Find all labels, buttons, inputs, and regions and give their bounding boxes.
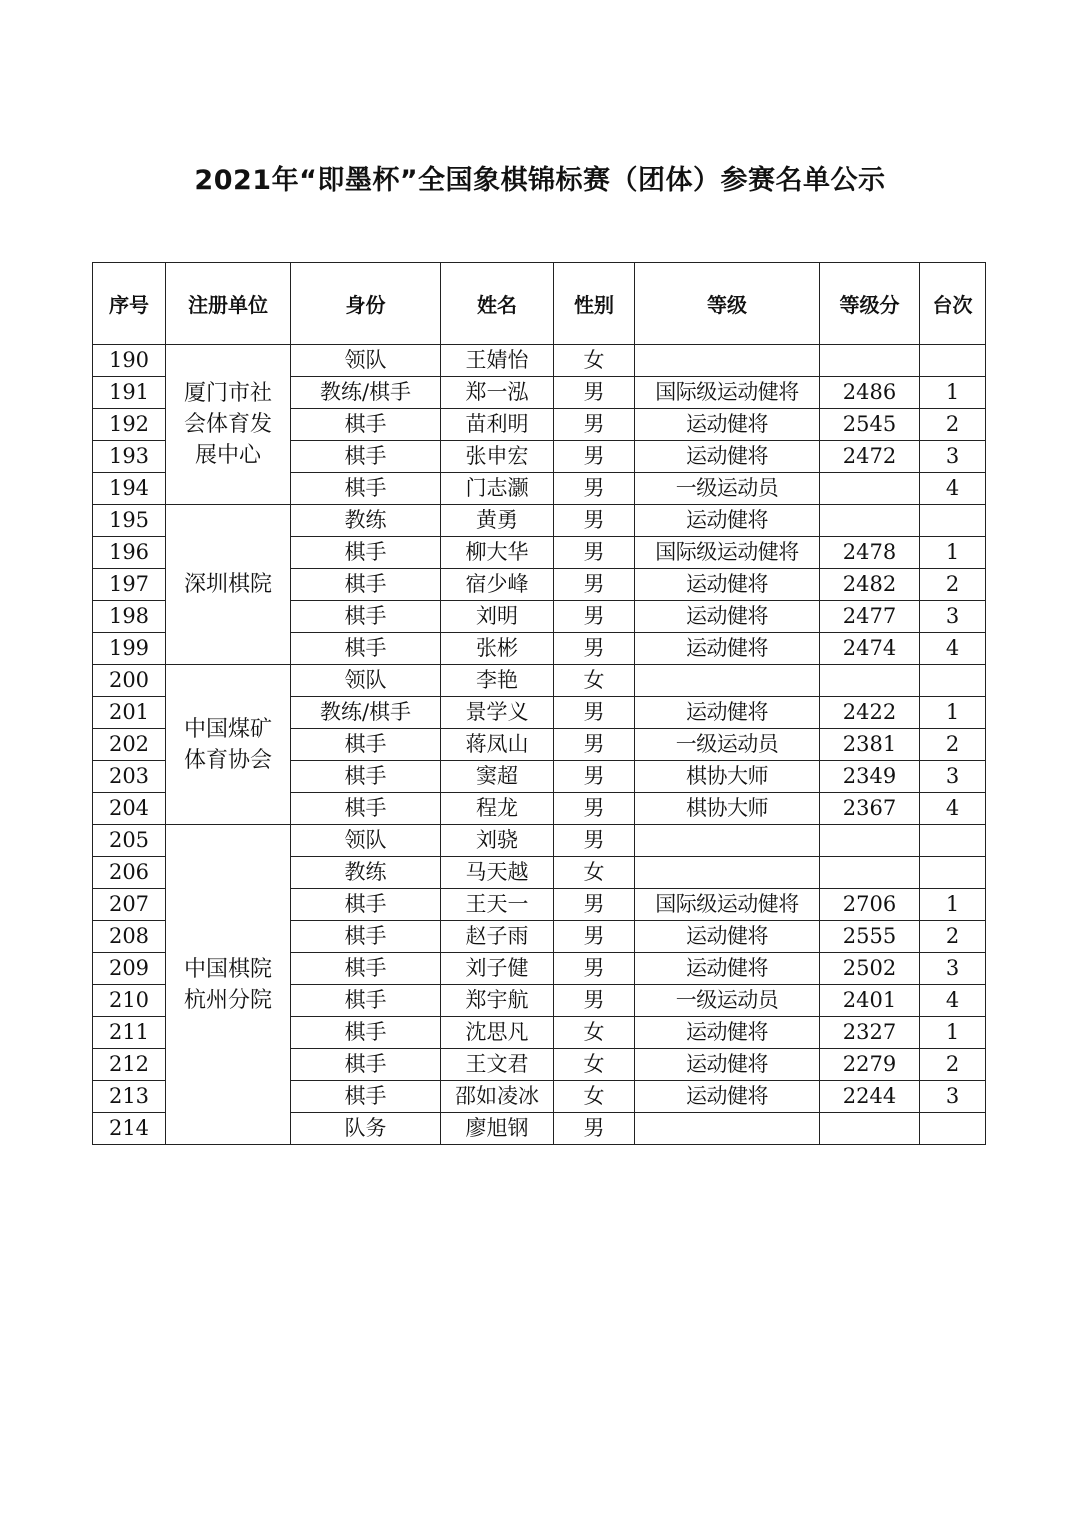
cell-grade: 运动健将 bbox=[635, 601, 820, 633]
header-grade: 等级 bbox=[635, 263, 820, 345]
cell-role: 教练/棋手 bbox=[291, 377, 441, 409]
cell-seq: 209 bbox=[93, 953, 166, 985]
cell-board bbox=[920, 825, 986, 857]
cell-board: 1 bbox=[920, 697, 986, 729]
cell-role: 棋手 bbox=[291, 537, 441, 569]
cell-grade: 运动健将 bbox=[635, 1017, 820, 1049]
cell-board: 2 bbox=[920, 409, 986, 441]
cell-board: 3 bbox=[920, 441, 986, 473]
cell-seq: 208 bbox=[93, 921, 166, 953]
cell-rating: 2478 bbox=[820, 537, 920, 569]
cell-gender: 男 bbox=[554, 921, 635, 953]
cell-grade bbox=[635, 345, 820, 377]
cell-unit: 中国煤矿体育协会 bbox=[166, 665, 291, 825]
cell-rating: 2401 bbox=[820, 985, 920, 1017]
cell-name: 王文君 bbox=[441, 1049, 554, 1081]
cell-seq: 200 bbox=[93, 665, 166, 697]
cell-rating bbox=[820, 857, 920, 889]
cell-seq: 214 bbox=[93, 1113, 166, 1145]
cell-rating: 2545 bbox=[820, 409, 920, 441]
cell-rating bbox=[820, 473, 920, 505]
header-unit: 注册单位 bbox=[166, 263, 291, 345]
cell-name: 廖旭钢 bbox=[441, 1113, 554, 1145]
cell-seq: 212 bbox=[93, 1049, 166, 1081]
cell-seq: 196 bbox=[93, 537, 166, 569]
cell-role: 棋手 bbox=[291, 601, 441, 633]
cell-grade: 运动健将 bbox=[635, 633, 820, 665]
cell-seq: 206 bbox=[93, 857, 166, 889]
cell-unit: 中国棋院杭州分院 bbox=[166, 825, 291, 1145]
cell-role: 棋手 bbox=[291, 793, 441, 825]
cell-seq: 211 bbox=[93, 1017, 166, 1049]
cell-role: 棋手 bbox=[291, 889, 441, 921]
cell-grade: 运动健将 bbox=[635, 697, 820, 729]
cell-gender: 男 bbox=[554, 825, 635, 857]
cell-rating bbox=[820, 1113, 920, 1145]
cell-board bbox=[920, 1113, 986, 1145]
cell-role: 棋手 bbox=[291, 633, 441, 665]
cell-seq: 201 bbox=[93, 697, 166, 729]
cell-grade bbox=[635, 825, 820, 857]
cell-name: 苗利明 bbox=[441, 409, 554, 441]
cell-name: 刘子健 bbox=[441, 953, 554, 985]
cell-grade: 运动健将 bbox=[635, 1049, 820, 1081]
cell-role: 棋手 bbox=[291, 1049, 441, 1081]
table-row bbox=[93, 505, 986, 537]
cell-name: 李艳 bbox=[441, 665, 554, 697]
cell-role: 棋手 bbox=[291, 569, 441, 601]
cell-grade: 运动健将 bbox=[635, 441, 820, 473]
cell-name: 景学义 bbox=[441, 697, 554, 729]
cell-rating: 2367 bbox=[820, 793, 920, 825]
cell-unit: 厦门市社会体育发展中心 bbox=[166, 345, 291, 505]
cell-role: 领队 bbox=[291, 825, 441, 857]
cell-seq: 203 bbox=[93, 761, 166, 793]
cell-gender: 男 bbox=[554, 1113, 635, 1145]
cell-unit: 深圳棋院 bbox=[166, 505, 291, 665]
cell-gender: 女 bbox=[554, 1081, 635, 1113]
cell-rating: 2482 bbox=[820, 569, 920, 601]
cell-grade: 一级运动员 bbox=[635, 473, 820, 505]
cell-seq: 202 bbox=[93, 729, 166, 761]
cell-board: 1 bbox=[920, 889, 986, 921]
cell-name: 门志灏 bbox=[441, 473, 554, 505]
cell-role: 棋手 bbox=[291, 1081, 441, 1113]
cell-gender: 男 bbox=[554, 633, 635, 665]
cell-seq: 197 bbox=[93, 569, 166, 601]
header-role: 身份 bbox=[291, 263, 441, 345]
header-rating: 等级分 bbox=[820, 263, 920, 345]
cell-seq: 204 bbox=[93, 793, 166, 825]
cell-rating: 2279 bbox=[820, 1049, 920, 1081]
cell-board: 3 bbox=[920, 953, 986, 985]
cell-board: 4 bbox=[920, 793, 986, 825]
header-board: 台次 bbox=[920, 263, 986, 345]
cell-board bbox=[920, 857, 986, 889]
cell-board: 4 bbox=[920, 985, 986, 1017]
cell-board: 3 bbox=[920, 601, 986, 633]
cell-role: 领队 bbox=[291, 665, 441, 697]
cell-board: 1 bbox=[920, 377, 986, 409]
cell-seq: 191 bbox=[93, 377, 166, 409]
cell-name: 程龙 bbox=[441, 793, 554, 825]
cell-name: 马天越 bbox=[441, 857, 554, 889]
cell-board: 3 bbox=[920, 761, 986, 793]
cell-board: 1 bbox=[920, 537, 986, 569]
cell-name: 窦超 bbox=[441, 761, 554, 793]
cell-name: 黄勇 bbox=[441, 505, 554, 537]
cell-gender: 男 bbox=[554, 377, 635, 409]
cell-rating bbox=[820, 345, 920, 377]
cell-board bbox=[920, 665, 986, 697]
cell-role: 棋手 bbox=[291, 441, 441, 473]
cell-name: 蒋凤山 bbox=[441, 729, 554, 761]
table-row bbox=[93, 825, 986, 857]
cell-grade: 棋协大师 bbox=[635, 761, 820, 793]
cell-role: 棋手 bbox=[291, 1017, 441, 1049]
cell-rating: 2555 bbox=[820, 921, 920, 953]
cell-grade: 运动健将 bbox=[635, 505, 820, 537]
cell-rating: 2474 bbox=[820, 633, 920, 665]
roster-body bbox=[93, 345, 986, 1145]
cell-rating bbox=[820, 505, 920, 537]
cell-rating bbox=[820, 825, 920, 857]
cell-grade: 运动健将 bbox=[635, 569, 820, 601]
cell-role: 棋手 bbox=[291, 409, 441, 441]
cell-rating: 2472 bbox=[820, 441, 920, 473]
cell-name: 刘明 bbox=[441, 601, 554, 633]
cell-grade: 一级运动员 bbox=[635, 729, 820, 761]
cell-rating: 2706 bbox=[820, 889, 920, 921]
cell-gender: 男 bbox=[554, 409, 635, 441]
cell-grade: 棋协大师 bbox=[635, 793, 820, 825]
cell-gender: 女 bbox=[554, 857, 635, 889]
cell-grade: 运动健将 bbox=[635, 953, 820, 985]
cell-board: 1 bbox=[920, 1017, 986, 1049]
cell-gender: 男 bbox=[554, 985, 635, 1017]
cell-board: 2 bbox=[920, 729, 986, 761]
cell-rating: 2381 bbox=[820, 729, 920, 761]
header-row bbox=[93, 263, 986, 345]
cell-grade bbox=[635, 857, 820, 889]
cell-gender: 男 bbox=[554, 697, 635, 729]
table-row bbox=[93, 665, 986, 697]
cell-gender: 男 bbox=[554, 889, 635, 921]
cell-seq: 190 bbox=[93, 345, 166, 377]
cell-board: 4 bbox=[920, 473, 986, 505]
cell-rating: 2244 bbox=[820, 1081, 920, 1113]
cell-role: 领队 bbox=[291, 345, 441, 377]
cell-seq: 194 bbox=[93, 473, 166, 505]
cell-board: 4 bbox=[920, 633, 986, 665]
cell-board: 2 bbox=[920, 569, 986, 601]
cell-grade: 一级运动员 bbox=[635, 985, 820, 1017]
cell-gender: 男 bbox=[554, 537, 635, 569]
cell-grade: 运动健将 bbox=[635, 1081, 820, 1113]
cell-board bbox=[920, 345, 986, 377]
header-name: 姓名 bbox=[441, 263, 554, 345]
cell-seq: 205 bbox=[93, 825, 166, 857]
cell-gender: 男 bbox=[554, 761, 635, 793]
roster-table bbox=[92, 262, 986, 1145]
cell-grade bbox=[635, 1113, 820, 1145]
cell-role: 棋手 bbox=[291, 921, 441, 953]
cell-name: 邵如凌冰 bbox=[441, 1081, 554, 1113]
cell-name: 王婧怡 bbox=[441, 345, 554, 377]
cell-name: 沈思凡 bbox=[441, 1017, 554, 1049]
cell-rating bbox=[820, 665, 920, 697]
cell-role: 教练 bbox=[291, 505, 441, 537]
table-row bbox=[93, 345, 986, 377]
cell-name: 张申宏 bbox=[441, 441, 554, 473]
cell-rating: 2422 bbox=[820, 697, 920, 729]
cell-gender: 男 bbox=[554, 729, 635, 761]
cell-gender: 男 bbox=[554, 601, 635, 633]
cell-name: 赵子雨 bbox=[441, 921, 554, 953]
cell-rating: 2327 bbox=[820, 1017, 920, 1049]
cell-grade: 国际级运动健将 bbox=[635, 537, 820, 569]
cell-gender: 女 bbox=[554, 1049, 635, 1081]
cell-gender: 男 bbox=[554, 569, 635, 601]
cell-seq: 195 bbox=[93, 505, 166, 537]
cell-gender: 男 bbox=[554, 441, 635, 473]
cell-seq: 213 bbox=[93, 1081, 166, 1113]
cell-name: 郑宇航 bbox=[441, 985, 554, 1017]
cell-name: 郑一泓 bbox=[441, 377, 554, 409]
cell-board: 2 bbox=[920, 921, 986, 953]
cell-rating: 2477 bbox=[820, 601, 920, 633]
cell-board: 3 bbox=[920, 1081, 986, 1113]
header-gender: 性别 bbox=[554, 263, 635, 345]
cell-seq: 193 bbox=[93, 441, 166, 473]
header-seq: 序号 bbox=[93, 263, 166, 345]
cell-rating: 2349 bbox=[820, 761, 920, 793]
cell-name: 刘骁 bbox=[441, 825, 554, 857]
cell-seq: 199 bbox=[93, 633, 166, 665]
cell-seq: 207 bbox=[93, 889, 166, 921]
cell-role: 棋手 bbox=[291, 953, 441, 985]
cell-gender: 女 bbox=[554, 665, 635, 697]
cell-name: 柳大华 bbox=[441, 537, 554, 569]
cell-gender: 男 bbox=[554, 793, 635, 825]
cell-role: 棋手 bbox=[291, 761, 441, 793]
cell-role: 教练 bbox=[291, 857, 441, 889]
cell-gender: 男 bbox=[554, 473, 635, 505]
cell-gender: 女 bbox=[554, 1017, 635, 1049]
cell-name: 王天一 bbox=[441, 889, 554, 921]
cell-role: 教练/棋手 bbox=[291, 697, 441, 729]
cell-name: 宿少峰 bbox=[441, 569, 554, 601]
cell-board: 2 bbox=[920, 1049, 986, 1081]
cell-seq: 192 bbox=[93, 409, 166, 441]
cell-name: 张彬 bbox=[441, 633, 554, 665]
cell-role: 棋手 bbox=[291, 729, 441, 761]
cell-grade bbox=[635, 665, 820, 697]
cell-rating: 2486 bbox=[820, 377, 920, 409]
cell-grade: 国际级运动健将 bbox=[635, 889, 820, 921]
cell-gender: 男 bbox=[554, 953, 635, 985]
cell-board bbox=[920, 505, 986, 537]
cell-role: 队务 bbox=[291, 1113, 441, 1145]
cell-rating: 2502 bbox=[820, 953, 920, 985]
cell-role: 棋手 bbox=[291, 985, 441, 1017]
cell-grade: 运动健将 bbox=[635, 409, 820, 441]
cell-role: 棋手 bbox=[291, 473, 441, 505]
cell-gender: 女 bbox=[554, 345, 635, 377]
cell-grade: 国际级运动健将 bbox=[635, 377, 820, 409]
cell-seq: 198 bbox=[93, 601, 166, 633]
cell-grade: 运动健将 bbox=[635, 921, 820, 953]
cell-seq: 210 bbox=[93, 985, 166, 1017]
cell-gender: 男 bbox=[554, 505, 635, 537]
page-title: 2021年“即墨杯”全国象棋锦标赛（团体）参赛名单公示 bbox=[194, 165, 886, 196]
